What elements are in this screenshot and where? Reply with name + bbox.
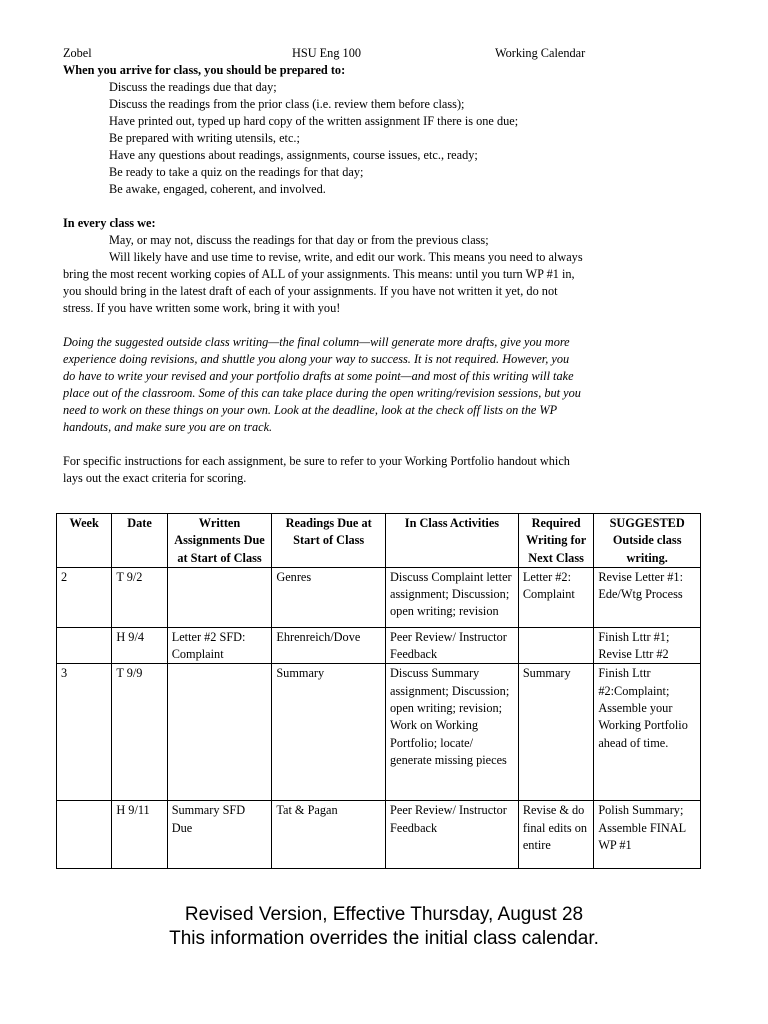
column-header: Written Assignments Due at Start of Class xyxy=(167,514,272,568)
page-header xyxy=(63,45,705,62)
table-cell: Letter #2 SFD: Complaint xyxy=(167,627,272,664)
table-cell xyxy=(167,664,272,801)
revision-notice: Revised Version, Effective Thursday, August 28 xyxy=(184,904,584,925)
every-class-line: bring the most recent working copies of ALL of your assignments. This means: until you turn WP #1 in, xyxy=(63,267,575,281)
table-cell: Revise Letter #1: Ede/Wtg Process xyxy=(594,567,701,627)
table-cell: 3 xyxy=(57,664,112,801)
table-cell: Summary xyxy=(272,664,386,801)
instructions-line: For specific instructions for each assignment, be sure to refer to your Working Portfolio handout which xyxy=(63,454,570,468)
instructions-line: lays out the exact criteria for scoring. xyxy=(63,471,247,485)
document-title: Working Calendar xyxy=(495,46,586,60)
calendar-table xyxy=(56,513,701,869)
table-cell: Letter #2: Complaint xyxy=(518,567,593,627)
table-cell xyxy=(518,627,593,664)
every-class-line: stress. If you have written some work, bring it with you! xyxy=(63,301,341,315)
prepare-item: Be prepared with writing utensils, etc.; xyxy=(109,131,300,145)
column-header: Readings Due at Start of Class xyxy=(272,514,386,568)
prepare-item: Be awake, engaged, coherent, and involved. xyxy=(109,182,326,196)
every-class-line: Will likely have and use time to revise, write, and edit our work. This means you need to always xyxy=(109,250,583,264)
override-notice: This information overrides the initial class calendar. xyxy=(169,928,599,949)
table-row xyxy=(57,664,701,801)
table-row xyxy=(57,801,701,869)
instructor-name: Zobel xyxy=(63,46,92,60)
italic-note-line: Doing the suggested outside class writing—the final column—will generate more drafts, give you more xyxy=(63,335,570,349)
italic-note-line: need to work on these things on your own. Look at the deadline, look at the check off lists on the WP xyxy=(63,403,558,417)
prepare-item: Discuss the readings from the prior class (i.e. review them before class); xyxy=(109,97,465,111)
table-cell: Discuss Summary assignment; Discussion; open writing; revision; Work on Working Portfolio; locate/ generate missing pieces xyxy=(386,664,519,801)
column-header: Week xyxy=(57,514,112,568)
column-header: In Class Activities xyxy=(386,514,519,568)
document-page xyxy=(63,45,705,487)
prepare-item: Discuss the readings due that day; xyxy=(109,80,277,94)
table-cell: H 9/4 xyxy=(112,627,167,664)
table-cell: Genres xyxy=(272,567,386,627)
table-cell: Summary SFD Due xyxy=(167,801,272,869)
prepare-item: Be ready to take a quiz on the readings for that day; xyxy=(109,165,364,179)
prepare-heading: When you arrive for class, you should be prepared to: xyxy=(63,63,346,77)
table-cell: Peer Review/ Instructor Feedback xyxy=(386,801,519,869)
italic-note-line: place out of the classroom. Some of this can take place during the open writing/revision sessions, but you xyxy=(63,386,581,400)
table-cell xyxy=(167,567,272,627)
course-name: HSU Eng 100 xyxy=(292,46,362,60)
table-header-row xyxy=(57,514,701,568)
prepare-item: Have printed out, typed up hard copy of the written assignment IF there is one due; xyxy=(109,114,519,128)
table-cell: Polish Summary; Assemble FINAL WP #1 xyxy=(594,801,701,869)
table-cell xyxy=(57,801,112,869)
every-class-heading: In every class we: xyxy=(63,216,156,230)
table-cell: Discuss Complaint letter assignment; Discussion; open writing; revision xyxy=(386,567,519,627)
table-cell: H 9/11 xyxy=(112,801,167,869)
italic-note-line: experience doing revisions, and shuttle you along your way to success. It is not required. However, you xyxy=(63,352,570,366)
table-cell: T 9/2 xyxy=(112,567,167,627)
table-cell: Tat & Pagan xyxy=(272,801,386,869)
table-cell: Summary xyxy=(518,664,593,801)
table-cell: T 9/9 xyxy=(112,664,167,801)
italic-note-line: handouts, and make sure you are on track. xyxy=(63,420,273,434)
table-row xyxy=(57,627,701,664)
table-cell: Revise & do final edits on entire xyxy=(518,801,593,869)
every-class-line: May, or may not, discuss the readings for that day or from the previous class; xyxy=(109,233,489,247)
table-cell: Ehrenreich/Dove xyxy=(272,627,386,664)
column-header: Date xyxy=(112,514,167,568)
every-class-line: you should bring in the latest draft of each of your assignments. If you have not written it yet, do not xyxy=(63,284,558,298)
column-header: Required Writing for Next Class xyxy=(518,514,593,568)
table-cell: Finish Lttr #2:Complaint; Assemble your Working Portfolio ahead of time. xyxy=(594,664,701,801)
table-cell: Peer Review/ Instructor Feedback xyxy=(386,627,519,664)
table-row xyxy=(57,567,701,627)
column-header: SUGGESTED Outside class writing. xyxy=(594,514,701,568)
italic-note-line: do have to write your revised and your portfolio drafts at some point—and most of this writing will take xyxy=(63,369,574,383)
table-cell xyxy=(57,627,112,664)
prepare-item: Have any questions about readings, assignments, course issues, etc., ready; xyxy=(109,148,478,162)
table-cell: Finish Lttr #1; Revise Lttr #2 xyxy=(594,627,701,664)
table-cell: 2 xyxy=(57,567,112,627)
